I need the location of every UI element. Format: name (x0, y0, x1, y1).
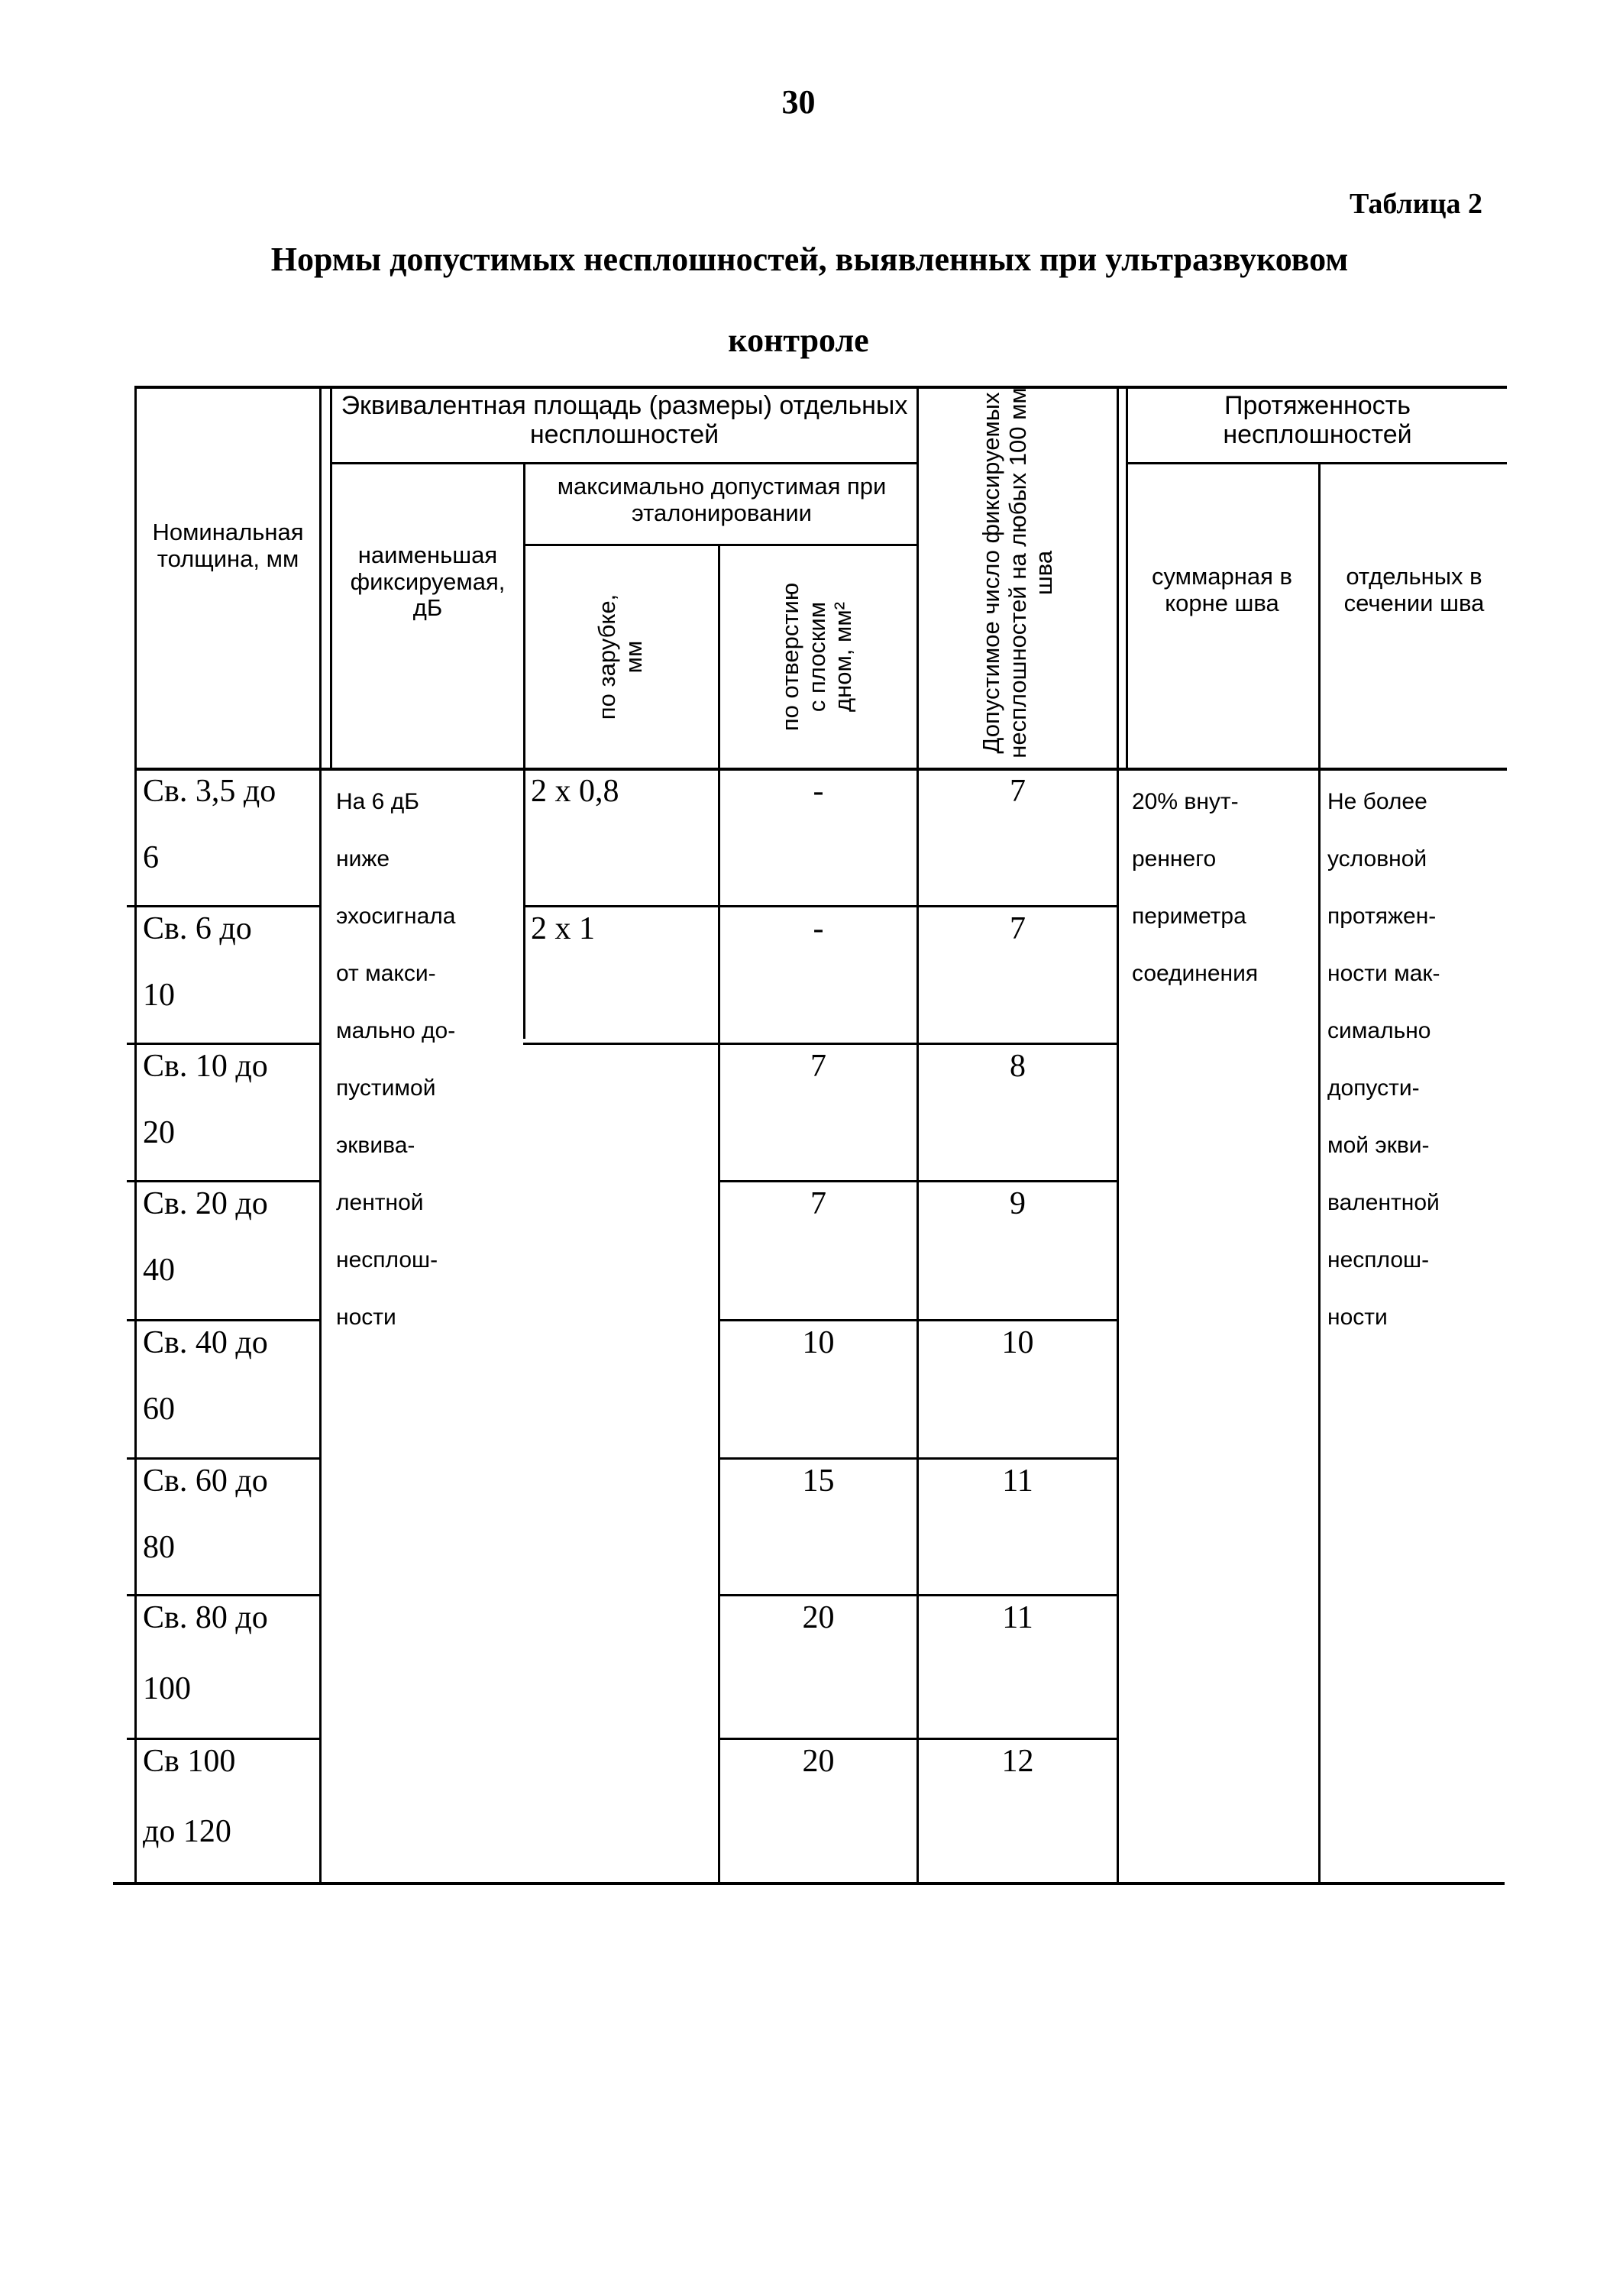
header-divider-equiv (330, 462, 918, 464)
header-notch: по зарубке, мм (593, 593, 647, 720)
count-cell: 11 (1002, 1463, 1033, 1499)
thickness-cell: Св 100 (143, 1744, 236, 1779)
thickness-cell: Св. 6 до (143, 911, 252, 946)
hole-cell: 7 (810, 1186, 826, 1221)
header-thickness: Номинальная толщина, мм (152, 519, 304, 572)
thickness-cell: Св. 40 до (143, 1325, 268, 1360)
thickness-cell: 20 (143, 1115, 175, 1150)
header-divider-max (523, 544, 918, 546)
count-cell: 9 (1010, 1186, 1026, 1221)
row-separator (127, 1594, 319, 1596)
thickness-cell: Св. 80 до (143, 1600, 268, 1635)
count-cell: 7 (1010, 774, 1026, 809)
thickness-cell: 100 (143, 1671, 191, 1706)
count-cell: 10 (1001, 1325, 1034, 1360)
notch-cell: 2 x 1 (531, 911, 595, 946)
thickness-cell: Св. 3,5 до (143, 774, 276, 809)
column-divider (330, 386, 332, 768)
table-title: Нормы допустимых несплошностей, выявленных при ультразвуковом (270, 241, 1349, 278)
column-divider (1126, 386, 1128, 768)
column-divider (1318, 462, 1321, 1884)
header-section-individual: отдельных в сечении шва (1343, 563, 1485, 616)
header-equivalent-area: Эквивалентная площадь (размеры) отдельных несплошностей (341, 391, 908, 450)
header-hole: по отверстию с плоским дном, мм² (776, 582, 857, 732)
thickness-cell: Св. 60 до (143, 1463, 268, 1499)
thickness-cell: Св. 20 до (143, 1186, 268, 1221)
thickness-cell: 60 (143, 1392, 175, 1427)
row-separator (127, 1180, 319, 1182)
header-min-fixed: наименьшая фиксируемая, дБ (350, 542, 506, 622)
column-divider (916, 386, 919, 1884)
page-number: 30 (781, 83, 816, 121)
row-separator (523, 1043, 1117, 1045)
count-cell: 7 (1010, 911, 1026, 946)
thickness-cell: 6 (143, 840, 159, 875)
header-max-allowed: максимально допустимая при эталонировании (557, 473, 887, 526)
column-divider (523, 462, 525, 1039)
row-separator (127, 905, 319, 907)
count-cell: 8 (1010, 1049, 1026, 1084)
notch-cell: 2 x 0,8 (531, 774, 619, 809)
root-total-text: 20% внут- реннего периметра соединения (1132, 789, 1259, 986)
column-divider (1117, 386, 1119, 1884)
row-separator (127, 1457, 319, 1460)
table-bottom-border (113, 1882, 1505, 1885)
row-separator (127, 1319, 319, 1321)
count-cell: 12 (1001, 1744, 1034, 1779)
header-bottom-border (136, 768, 1507, 771)
hole-cell: 7 (810, 1049, 826, 1084)
hole-cell: 10 (802, 1325, 835, 1360)
min-fixed-text: На 6 дБ ниже эхосигнала от макси- мально до- пустимой эквива- лентной несплош- ности (336, 789, 456, 1330)
header-count: Допустимое число фиксируемых несплошностей на любых 100 мм шва (977, 387, 1058, 758)
thickness-cell: до 120 (143, 1814, 231, 1849)
section-individual-text: Не более условной протяжен- ности мак- симально допусти- мой экви- валентной несплош- ности (1327, 789, 1440, 1330)
hole-cell: 15 (802, 1463, 835, 1499)
thickness-cell: 80 (143, 1530, 175, 1565)
hole-cell: 20 (802, 1600, 835, 1635)
row-separator (127, 1738, 319, 1740)
thickness-cell: Св. 10 до (143, 1049, 268, 1084)
table-left-border (134, 386, 137, 1884)
thickness-cell: 10 (143, 978, 175, 1013)
table-title-continuation: контроле (728, 322, 869, 359)
header-divider-length (1126, 462, 1507, 464)
row-separator (127, 1043, 319, 1045)
table-label: Таблица 2 (1349, 188, 1482, 220)
table-top-border (136, 386, 1507, 389)
header-length: Протяженность несплошностей (1223, 391, 1412, 450)
column-divider (319, 386, 322, 1884)
hole-cell: - (813, 774, 824, 809)
count-cell: 11 (1002, 1600, 1033, 1635)
hole-cell: - (813, 911, 824, 946)
row-separator (523, 905, 1117, 907)
header-root-total: суммарная в корне шва (1152, 563, 1292, 616)
thickness-cell: 40 (143, 1253, 175, 1288)
hole-cell: 20 (802, 1744, 835, 1779)
